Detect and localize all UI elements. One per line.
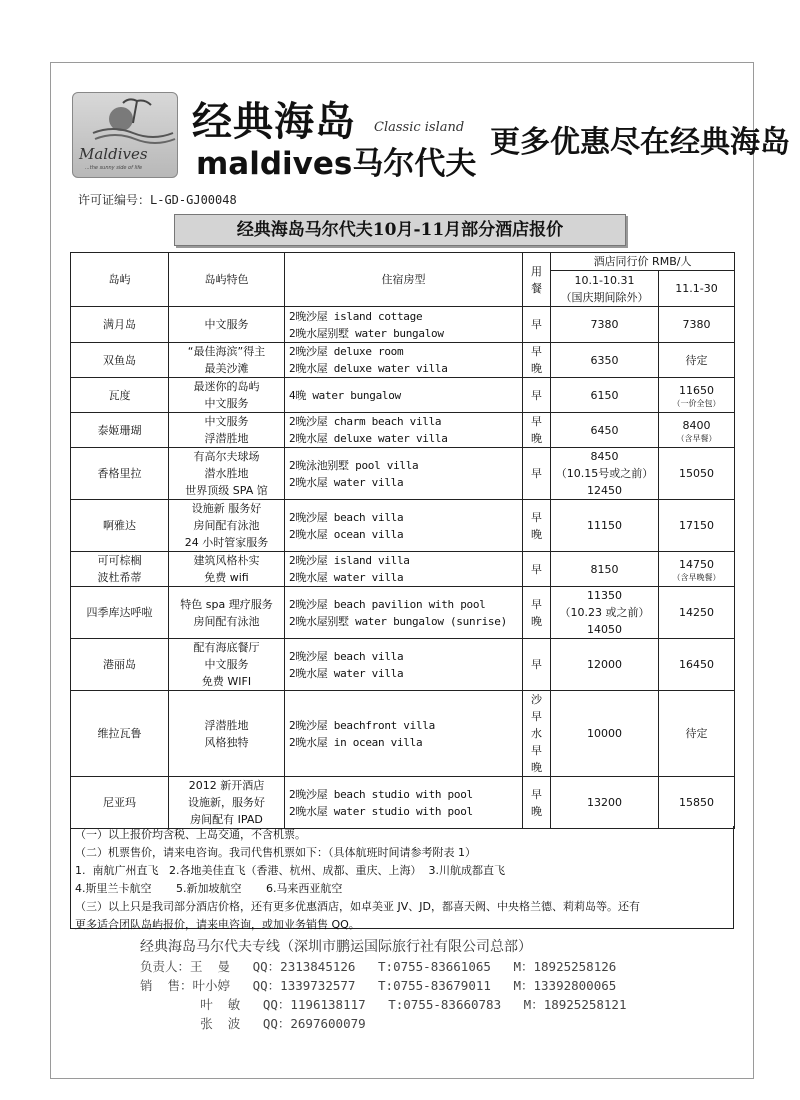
brand-name-maldives: maldives马尔代夫 xyxy=(196,146,477,182)
cell-feature xyxy=(169,413,285,448)
island-name: 波杜希蒂 xyxy=(97,571,142,584)
header-room: 住宿房型 xyxy=(285,253,523,307)
price-value: 待定 xyxy=(685,727,708,740)
meal-line: 早 xyxy=(531,467,542,480)
header-price-group: 酒店同行价 RMB/人 xyxy=(551,253,735,271)
brand-name-cn: 经典海岛 xyxy=(192,99,356,145)
cell-meal xyxy=(523,587,551,639)
price-line: 6350 xyxy=(590,353,619,367)
cell-meal xyxy=(523,378,551,413)
cell-island xyxy=(71,777,169,829)
feature-line: 世界顶级 SPA 馆 xyxy=(185,484,268,497)
header-meal-text: 用 餐 xyxy=(531,264,542,295)
meal-line: 早 xyxy=(531,562,542,576)
room-line: 2晚水屋 water villa xyxy=(289,666,404,680)
cell-price-period2 xyxy=(659,500,735,552)
table-row xyxy=(71,307,735,343)
price-note: （含早餐） xyxy=(676,433,717,443)
island-name: 四季库达呼啦 xyxy=(86,606,153,619)
cell-price-period2 xyxy=(659,552,735,587)
sun-palm-icon xyxy=(73,93,177,145)
slogan: 更多优惠尽在经典海岛 xyxy=(490,125,790,160)
meal-line: 水 xyxy=(531,727,542,740)
logo-word: Maldives xyxy=(79,145,148,163)
cell-price-period1 xyxy=(551,639,659,691)
license-number: 许可证编号：L-GD-GJ00048 xyxy=(78,193,237,207)
room-line: 2晚沙屋 deluxe room xyxy=(289,345,404,358)
island-name: 啊雅达 xyxy=(103,519,136,532)
cell-rooms xyxy=(285,378,523,413)
price-value: 14250 xyxy=(679,606,714,619)
cell-feature xyxy=(169,378,285,413)
room-line: 2晚沙屋 beach pavilion with pool xyxy=(289,597,486,611)
cell-price-period1 xyxy=(551,691,659,777)
feature-line: 房间配有泳池 xyxy=(193,614,260,628)
feature-line: 浮潜胜地 xyxy=(204,718,249,732)
cell-price-period2 xyxy=(659,587,735,639)
price-line: 13200 xyxy=(587,796,622,809)
table-row xyxy=(71,777,735,829)
meal-line: 早 xyxy=(531,597,542,611)
room-line: 2晚水屋 in ocean villa xyxy=(289,735,423,749)
meal-line: 早 xyxy=(531,510,542,524)
room-line: 4晚 water bungalow xyxy=(289,388,401,402)
cell-meal xyxy=(523,307,551,343)
cell-price-period2 xyxy=(659,691,735,777)
cell-meal xyxy=(523,500,551,552)
feature-line: 最迷你的岛屿 xyxy=(193,380,260,393)
feature-line: 配有海底餐厅 xyxy=(193,641,260,654)
price-note: （含早晚餐） xyxy=(672,572,721,582)
cell-island xyxy=(71,552,169,587)
feature-line: 免费 wifi xyxy=(204,571,249,584)
cell-meal xyxy=(523,552,551,587)
note-line: 更多适合团队岛屿报价，请来电咨询，或加业务销售 QQ。 xyxy=(75,918,360,931)
price-line: （10.15号或之前） xyxy=(555,467,654,480)
cell-price-period2 xyxy=(659,378,735,413)
island-name: 香格里拉 xyxy=(97,467,142,480)
meal-line: 早 xyxy=(531,658,542,671)
room-line: 2晚沙屋 charm beach villa xyxy=(289,415,442,428)
cell-price-period1 xyxy=(551,448,659,500)
cell-island xyxy=(71,448,169,500)
feature-line: 设施新，服务好 xyxy=(188,796,265,809)
meal-line: 晚 xyxy=(531,432,542,445)
feature-line: 最美沙滩 xyxy=(204,362,249,375)
price-value: 16450 xyxy=(679,658,714,671)
cell-price-period1 xyxy=(551,343,659,378)
price-table xyxy=(70,252,735,829)
cell-rooms xyxy=(285,307,523,343)
contact-row: 叶 敏 QQ：1196138117 T:0755-83660783 M：18925258121 xyxy=(140,997,627,1012)
feature-line: 风格独特 xyxy=(204,735,249,749)
cell-rooms xyxy=(285,500,523,552)
note-line: 4.斯里兰卡航空 5.新加坡航空 6.马来西亚航空 xyxy=(75,882,343,895)
island-name: 瓦度 xyxy=(108,388,131,402)
cell-island xyxy=(71,307,169,343)
price-line: 12450 xyxy=(587,484,622,497)
room-line: 2晚水屋 water villa xyxy=(289,475,404,489)
cell-price-period2 xyxy=(659,343,735,378)
cell-feature xyxy=(169,552,285,587)
price-line: 7380 xyxy=(590,318,619,331)
cell-meal xyxy=(523,777,551,829)
contact-row: 负责人：王 曼 QQ：2313845126 T:0755-83661065 M：18925258126 xyxy=(140,959,617,974)
meal-line: 晚 xyxy=(531,804,542,818)
meal-line: 早 xyxy=(531,415,542,428)
table-row xyxy=(71,691,735,777)
feature-line: 建筑风格朴实 xyxy=(193,554,260,567)
price-line: 14050 xyxy=(587,623,622,636)
table-row xyxy=(71,587,735,639)
room-line: 2晚沙屋 beach villa xyxy=(289,649,404,663)
room-line: 2晚水屋 water villa xyxy=(289,571,404,584)
price-line: 11350 xyxy=(587,589,622,602)
room-line: 2晚沙屋 island cottage xyxy=(289,309,423,323)
cell-feature xyxy=(169,343,285,378)
cell-meal xyxy=(523,413,551,448)
room-line: 2晚沙屋 beach villa xyxy=(289,510,404,524)
maldives-logo xyxy=(72,92,178,178)
cell-price-period1 xyxy=(551,378,659,413)
cell-island xyxy=(71,413,169,448)
cell-feature xyxy=(169,691,285,777)
feature-line: 有高尔夫球场 xyxy=(193,450,260,463)
meal-line: 沙 xyxy=(531,693,542,706)
table-row xyxy=(71,343,735,378)
header-island: 岛屿 xyxy=(71,253,169,307)
feature-line: 潜水胜地 xyxy=(204,467,249,480)
cell-price-period1 xyxy=(551,307,659,343)
page-title: 经典海岛马尔代夫10月-11月部分酒店报价 xyxy=(174,214,626,246)
meal-line: 早 xyxy=(531,710,542,723)
cell-meal xyxy=(523,691,551,777)
cell-price-period1 xyxy=(551,552,659,587)
note-line: 1. 南航广州直飞 2.各地美佳直飞（香港、杭州、成都、重庆、上海） 3.川航成都直飞 xyxy=(75,864,505,877)
price-line: 8450 xyxy=(590,450,619,463)
cell-price-period2 xyxy=(659,777,735,829)
room-line: 2晚沙屋 beachfront villa xyxy=(289,718,435,732)
cell-island xyxy=(71,691,169,777)
header-period2: 11.1-30 xyxy=(659,271,735,307)
cell-island xyxy=(71,587,169,639)
feature-line: 中文服务 xyxy=(204,415,249,428)
cell-feature xyxy=(169,307,285,343)
cell-meal xyxy=(523,448,551,500)
cell-price-period1 xyxy=(551,587,659,639)
cell-feature xyxy=(169,777,285,829)
table-row xyxy=(71,639,735,691)
feature-line: 浮潜胜地 xyxy=(204,432,249,445)
table-row xyxy=(71,448,735,500)
note-line: （二）机票售价，请来电咨询。我司代售机票如下：（具体航班时间请参考附表 1） xyxy=(75,846,476,859)
meal-line: 早 xyxy=(531,318,542,331)
cell-rooms xyxy=(285,343,523,378)
cell-price-period2 xyxy=(659,307,735,343)
cell-meal xyxy=(523,343,551,378)
price-value: 8400 xyxy=(682,418,711,432)
price-line: 12000 xyxy=(587,658,622,671)
island-name: 尼亚玛 xyxy=(103,796,136,809)
header-period1-label: 10.1-10.31 xyxy=(574,273,635,287)
room-line: 2晚泳池别墅 pool villa xyxy=(289,458,419,472)
table-row xyxy=(71,413,735,448)
cell-island xyxy=(71,343,169,378)
island-name: 维拉瓦鲁 xyxy=(97,727,142,740)
table-row xyxy=(71,552,735,587)
meal-line: 早 xyxy=(531,744,542,757)
contact-header: 经典海岛马尔代夫专线（深圳市鹏运国际旅行社有限公司总部） xyxy=(140,939,532,955)
cell-price-period2 xyxy=(659,448,735,500)
meal-line: 早 xyxy=(531,388,542,402)
room-line: 2晚沙屋 island villa xyxy=(289,554,410,567)
cell-rooms xyxy=(285,639,523,691)
cell-meal xyxy=(523,639,551,691)
island-name: 港丽岛 xyxy=(103,658,136,671)
feature-line: “最佳海滨”得主 xyxy=(187,345,266,358)
cell-island xyxy=(71,639,169,691)
header-period1-note: （国庆期间除外） xyxy=(560,290,649,304)
feature-line: 房间配有泳池 xyxy=(193,519,260,532)
contact-row: 张 波 QQ：2697600079 xyxy=(140,1016,366,1031)
meal-line: 晚 xyxy=(531,527,542,541)
cell-price-period1 xyxy=(551,777,659,829)
cell-price-period1 xyxy=(551,500,659,552)
price-line: 10000 xyxy=(587,727,622,740)
price-value: 7380 xyxy=(682,318,711,331)
table-row xyxy=(71,500,735,552)
feature-line: 免费 WIFI xyxy=(201,675,252,688)
cell-feature xyxy=(169,639,285,691)
cell-rooms xyxy=(285,448,523,500)
cell-rooms xyxy=(285,691,523,777)
notes-block xyxy=(70,826,734,929)
price-value: 待定 xyxy=(685,353,708,367)
price-note: （一价全包） xyxy=(672,398,721,408)
logo-tagline: ...the sunny side of life xyxy=(85,165,143,171)
room-line: 2晚水屋 ocean villa xyxy=(289,527,404,541)
room-line: 2晚水屋别墅 water bungalow xyxy=(289,326,444,340)
room-line: 2晚沙屋 beach studio with pool xyxy=(289,787,473,801)
room-line: 2晚水屋 water studio with pool xyxy=(289,804,473,818)
note-line: （一）以上报价均含税、上岛交通，不含机票。 xyxy=(75,828,306,841)
cell-rooms xyxy=(285,552,523,587)
cell-feature xyxy=(169,587,285,639)
cell-island xyxy=(71,378,169,413)
cell-price-period1 xyxy=(551,413,659,448)
price-line: （10.23 或之前） xyxy=(559,606,650,619)
price-value: 15850 xyxy=(679,796,714,809)
meal-line: 晚 xyxy=(531,362,542,375)
cell-rooms xyxy=(285,777,523,829)
meal-line: 晚 xyxy=(531,761,542,774)
header-meal xyxy=(523,253,551,307)
island-name: 双鱼岛 xyxy=(103,353,136,367)
room-line: 2晚水屋 deluxe water villa xyxy=(289,362,448,375)
price-line: 6150 xyxy=(590,388,619,402)
price-line: 11150 xyxy=(587,519,622,532)
note-line: （三）以上只是我司部分酒店价格，还有更多优惠酒店，如卓美亚 JV、JD，都喜天阙、中央格兰德、莉莉岛等。还有 xyxy=(75,900,640,913)
feature-line: 中文服务 xyxy=(204,658,249,671)
cell-island xyxy=(71,500,169,552)
contact-block xyxy=(140,938,627,1033)
feature-line: 24 小时管家服务 xyxy=(184,536,269,549)
island-name: 泰姬珊瑚 xyxy=(97,423,142,437)
price-value: 14750 xyxy=(679,557,714,571)
feature-line: 房间配有 IPAD xyxy=(190,813,263,826)
header-period1 xyxy=(551,271,659,307)
feature-line: 中文服务 xyxy=(204,318,249,331)
feature-line: 中文服务 xyxy=(204,397,249,410)
room-line: 2晚水屋 deluxe water villa xyxy=(289,432,448,445)
island-name: 满月岛 xyxy=(103,318,136,331)
cell-price-period2 xyxy=(659,413,735,448)
brand-name-en: Classic island xyxy=(374,120,465,135)
meal-line: 早 xyxy=(531,345,542,358)
cell-price-period2 xyxy=(659,639,735,691)
cell-feature xyxy=(169,500,285,552)
island-name: 可可棕榈 xyxy=(97,554,142,567)
feature-line: 2012 新开酒店 xyxy=(188,779,265,792)
cell-rooms xyxy=(285,413,523,448)
price-value: 11650 xyxy=(679,383,714,397)
feature-line: 设施新 服务好 xyxy=(191,502,262,515)
room-line: 2晚水屋别墅 water bungalow (sunrise) xyxy=(289,614,507,628)
meal-line: 晚 xyxy=(531,614,542,628)
header-feature: 岛屿特色 xyxy=(169,253,285,307)
price-line: 8150 xyxy=(590,562,619,576)
cell-feature xyxy=(169,448,285,500)
price-line: 6450 xyxy=(590,423,619,437)
cell-rooms xyxy=(285,587,523,639)
price-value: 15050 xyxy=(679,467,714,480)
price-value: 17150 xyxy=(679,519,714,532)
meal-line: 早 xyxy=(531,787,542,801)
feature-line: 特色 spa 理疗服务 xyxy=(180,597,273,611)
contact-row: 销 售：叶小婷 QQ：1339732577 T:0755-83679011 M：13392800065 xyxy=(140,978,617,993)
table-row xyxy=(71,378,735,413)
